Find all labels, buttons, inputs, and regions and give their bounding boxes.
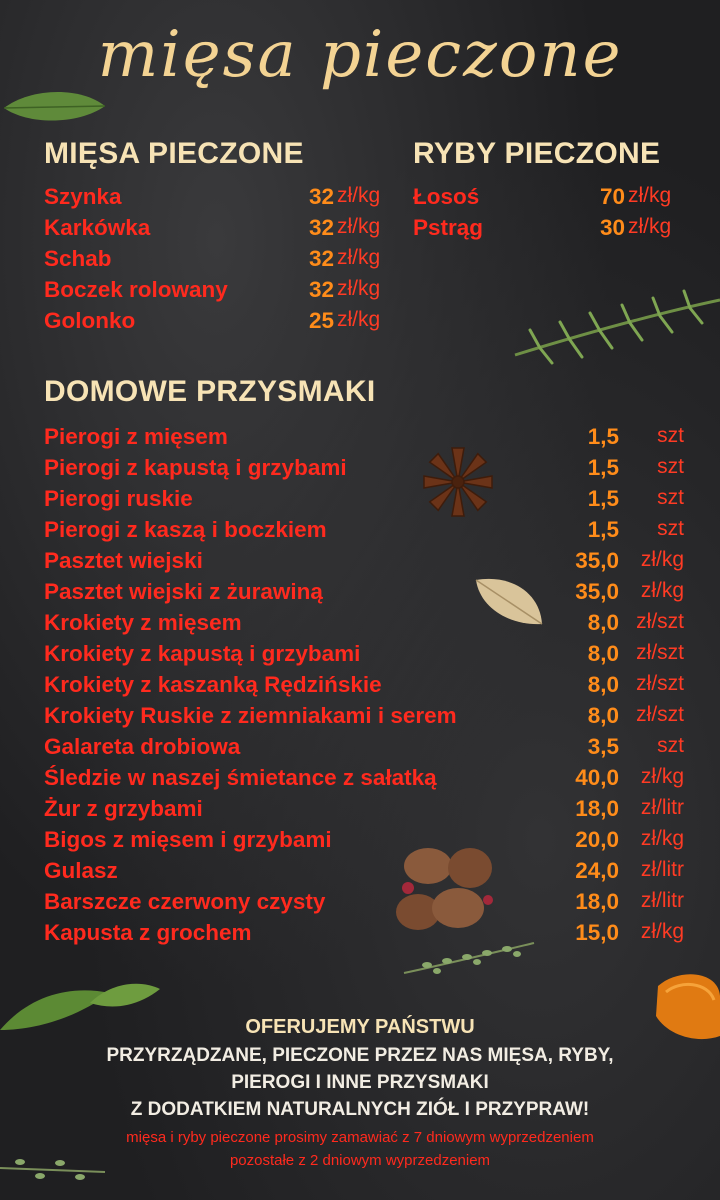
item-price: 3,5 [587,734,619,759]
menu-item [44,765,684,796]
menu-item [44,858,684,889]
menu-item [44,610,684,641]
item-name: Pierogi ruskie [44,486,193,511]
item-unit: szt [657,486,684,509]
menu-item [44,548,684,579]
item-name: Kapusta z grochem [44,920,252,945]
menu-item [44,246,389,277]
item-name: Galareta drobiowa [44,734,241,759]
item-unit: zł/szt [636,610,684,633]
item-name: Krokiety z kaszanką Rędzińskie [44,672,382,697]
item-price: 1,5 [587,424,619,449]
item-name: Pstrąg [413,215,484,240]
item-price: 24,0 [575,858,619,883]
section-heading-homemade: DOMOWE PRZYSMAKI [44,375,376,408]
item-unit: zł/szt [636,672,684,695]
item-unit: zł/kg [628,215,672,238]
menu-item [44,827,684,858]
item-name: Krokiety z kapustą i grzybami [44,641,361,666]
item-unit: zł/szt [636,641,684,664]
bay-leaf-icon [0,88,110,128]
item-name: Krokiety z mięsem [44,610,242,635]
item-name: Pasztet wiejski z żurawiną [44,579,323,604]
item-price: 32 [308,215,334,240]
item-price: 30 [599,215,625,240]
menu-item [413,184,683,215]
item-name: Pierogi z kapustą i grzybami [44,455,347,480]
item-price: 32 [308,277,334,302]
section-heading-meats: MIĘSA PIECZONE [44,137,304,170]
item-price: 1,5 [587,455,619,480]
menu-item [413,215,683,246]
item-price: 18,0 [575,889,619,914]
section-heading-fish: RYBY PIECZONE [413,137,661,170]
item-unit: szt [657,455,684,478]
item-name: Żur z grzybami [44,796,203,821]
item-name: Pasztet wiejski [44,548,203,573]
item-price: 1,5 [587,486,619,511]
item-price: 1,5 [587,517,619,542]
menu-item [44,486,684,517]
item-unit: szt [657,734,684,757]
item-price: 8,0 [587,641,619,666]
menu-item [44,796,684,827]
item-price: 8,0 [587,610,619,635]
menu-item [44,215,389,246]
item-price: 70 [599,184,625,209]
item-price: 25 [308,308,334,333]
menu-item [44,455,684,486]
menu-item [44,517,684,548]
order-note: mięsa i ryby pieczone prosimy zamawiać z 7 dniowym wyprzedzeniem [126,1129,594,1146]
menu-item [44,424,684,455]
item-price: 20,0 [575,827,619,852]
menu-item [44,734,684,765]
item-price: 35,0 [575,548,619,573]
item-name: Pierogi z kaszą i boczkiem [44,517,327,542]
menu-item [44,579,684,610]
menu-title: mięsa pieczone [97,18,623,92]
menu-item [44,672,684,703]
item-unit: zł/litr [640,796,684,819]
item-price: 15,0 [575,920,619,945]
item-unit: zł/kg [640,548,684,571]
item-unit: zł/litr [640,889,684,912]
offer-heading: OFERUJEMY PAŃSTWU [245,1016,475,1038]
item-unit: zł/kg [640,920,684,943]
item-name: Pierogi z mięsem [44,424,228,449]
item-price: 40,0 [575,765,619,790]
menu-item [44,703,684,734]
item-unit: zł/kg [337,246,381,269]
item-price: 8,0 [587,703,619,728]
item-name: Szynka [44,184,122,209]
item-unit: szt [657,517,684,540]
offer-line: PRZYRZĄDZANE, PIECZONE PRZEZ NAS MIĘSA, RYBY, [106,1045,614,1066]
rosemary-sprig-icon [510,285,720,370]
item-name: Karkówka [44,215,151,240]
item-name: Bigos z mięsem i grzybami [44,827,332,852]
item-unit: zł/kg [337,184,381,207]
menu-item [44,641,684,672]
item-unit: zł/kg [337,308,381,331]
item-price: 8,0 [587,672,619,697]
menu-item [44,308,389,339]
menu-item [44,889,684,920]
offer-line: Z DODATKIEM NATURALNYCH ZIÓŁ I PRZYPRAW! [130,1099,590,1120]
item-name: Łosoś [413,184,480,209]
item-unit: zł/kg [337,215,381,238]
item-unit: zł/kg [640,579,684,602]
menu-item [44,277,389,308]
item-unit: zł/litr [640,858,684,881]
item-price: 32 [308,246,334,271]
item-name: Śledzie w naszej śmietance z sałatką [44,765,437,790]
item-unit: szt [657,424,684,447]
order-note: pozostałe z 2 dniowym wyprzedzeniem [229,1152,491,1169]
item-name: Golonko [44,308,136,333]
item-name: Schab [44,246,112,271]
item-unit: zł/kg [640,827,684,850]
item-price: 18,0 [575,796,619,821]
item-name: Boczek rolowany [44,277,228,302]
item-name: Barszcze czerwony czysty [44,889,326,914]
item-price: 35,0 [575,579,619,604]
item-unit: zł/szt [636,703,684,726]
item-unit: zł/kg [337,277,381,300]
offer-line: PIEROGI I INNE PRZYSMAKI [231,1072,489,1093]
item-unit: zł/kg [640,765,684,788]
item-name: Krokiety Ruskie z ziemniakami i serem [44,703,457,728]
menu-item [44,184,389,215]
menu-item [44,920,684,951]
item-unit: zł/kg [628,184,672,207]
item-price: 32 [308,184,334,209]
item-name: Gulasz [44,858,118,883]
